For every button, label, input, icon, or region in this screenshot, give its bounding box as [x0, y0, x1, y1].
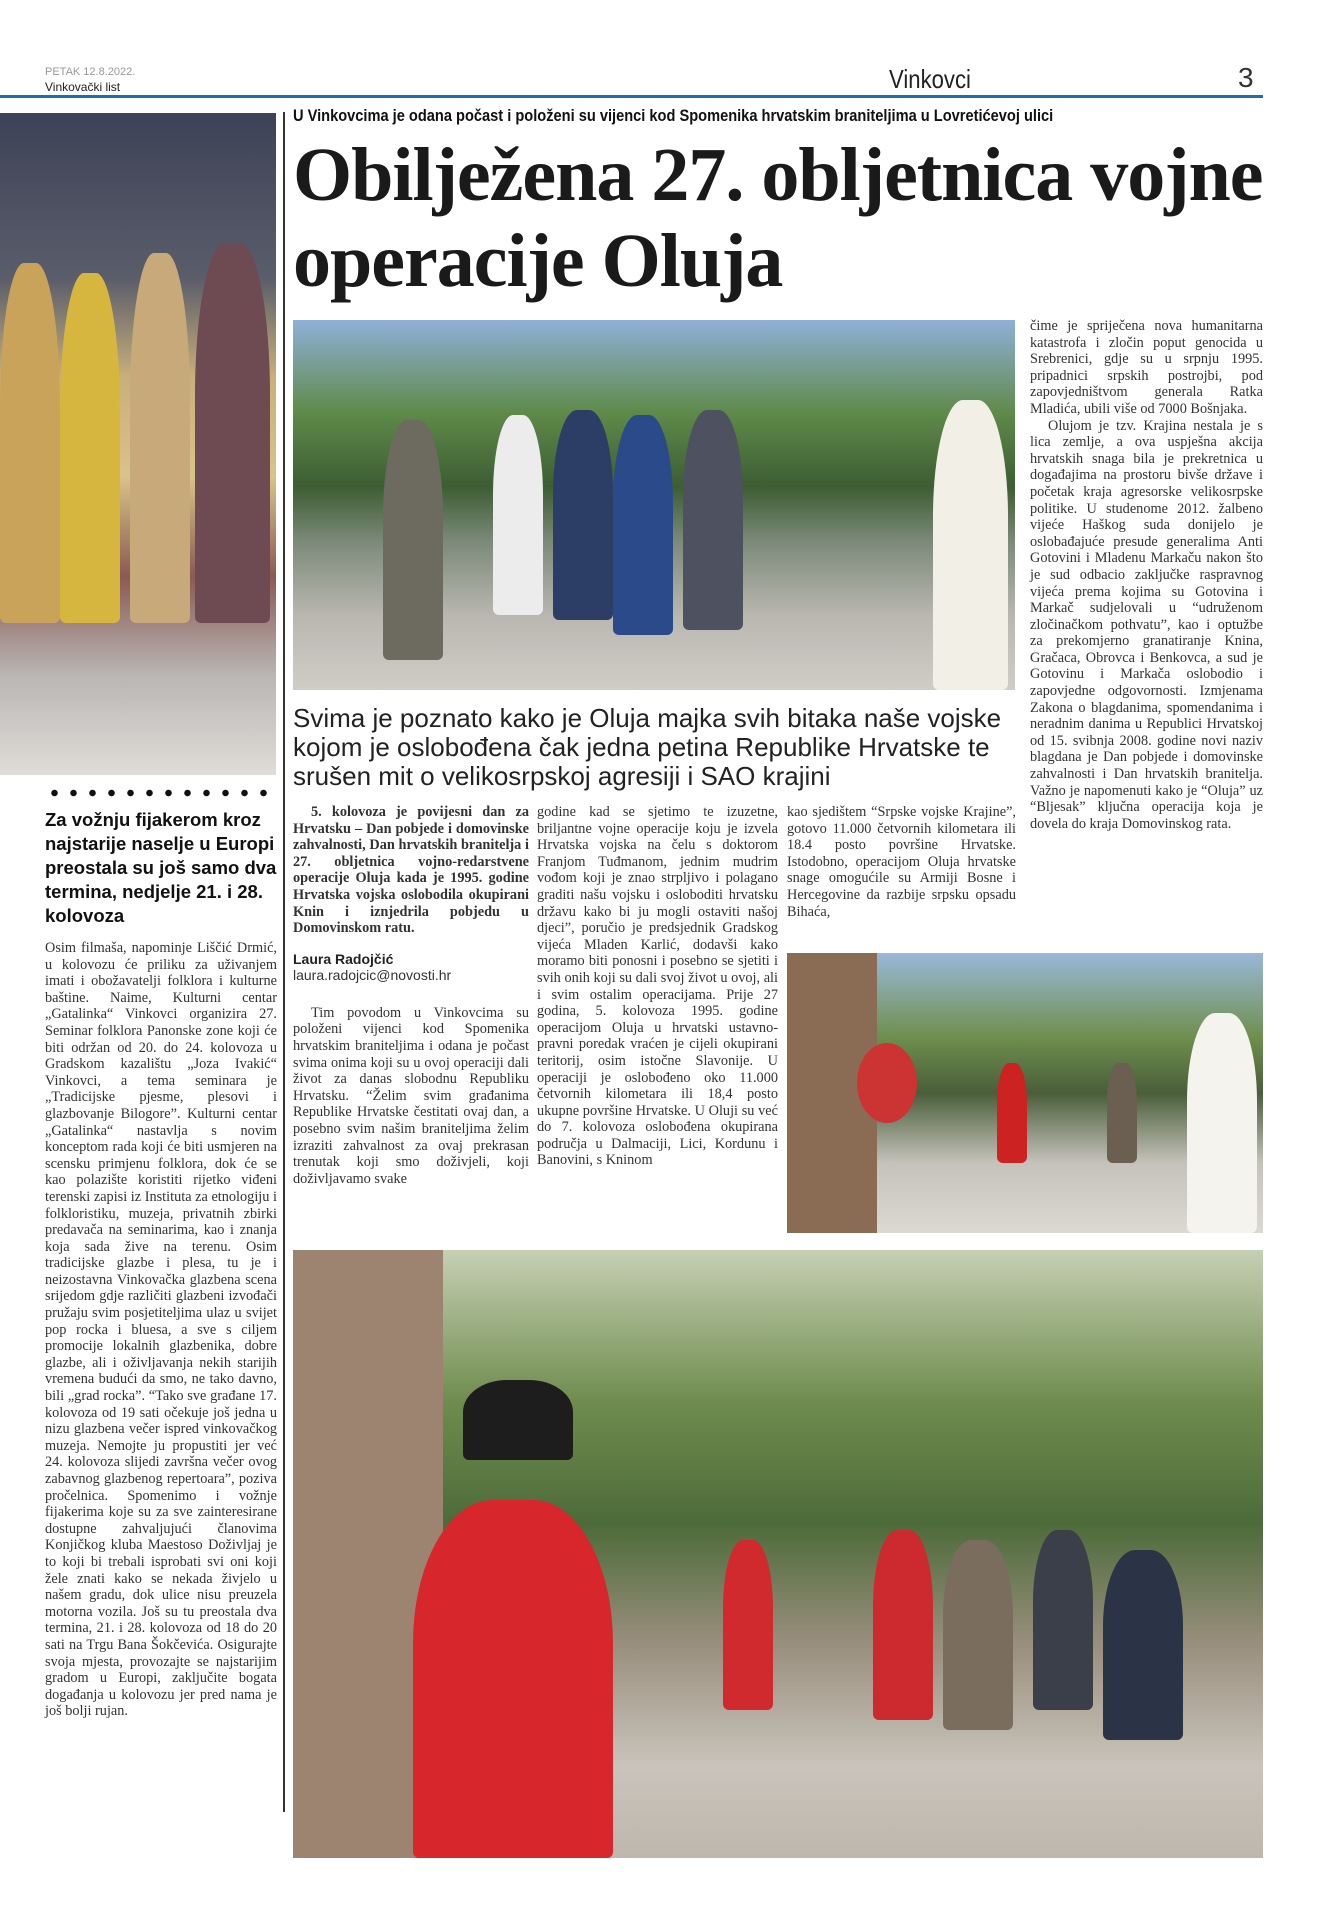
article-column-4	[1030, 318, 1263, 832]
article-body-1: Tim povodom u Vinkovcima su položeni vijenci kod Spomenika hrvatskim braniteljima i odana je počast svima onima koji su u ovoj operaciji dali život za danas slobodnu Republiku Hrvatsku. “Želim svim građanima Republike Hrvatske čestitati ovaj dan, a posebno svim našim braniteljima želim izraziti zahvalnost za ovaj prekrasan trenutak koji smo doživjeli, koji doživljavamo svake	[293, 1004, 529, 1187]
article-lead: 5. kolovoza je povijesni dan za Hrvatsku – Dan pobjede i domovinske zahvalnosti, Dan hrvatskih branitelja i 27. obljetnica vojno-redarstvene operacije Oluja kada je 1995. godine Hrvatska vojska oslobodila okupirani Knin i iznjedrila pobjedu u Domovinskom ratu.	[293, 804, 529, 937]
article-title: Obilježena 27. obljetnica vojne operacije Oluja	[293, 133, 1263, 303]
column-divider	[283, 112, 285, 1812]
article-deck: Svima je poznato kako je Oluja majka svih bitaka naše vojske kojom je oslobođena čak jedna petina Republike Hrvatske te srušen mit o velikosrpskoj agresiji i SAO krajini	[293, 703, 1002, 791]
header-rule	[0, 95, 1263, 98]
monument-wreath-photo	[787, 953, 1263, 1233]
newspaper-name: Vinkovački list	[45, 80, 121, 94]
article-body-4b: Olujom je tzv. Krajina nestala je s lica zemlje, a ova uspješna akcija hrvatskih snaga bila je prekretnica u događajima na prostoru bivše države i početak kraja agresorske velikosrpske politike. U studenome 2012. žalbeno vijeće Haškog suda donijelo je oslobađajuće presude generalima Anti Gotovini i Mladenu Markaču nakon što je sud odbacio zaključke raspravnog vijeća prema kojima su Gotovina i Markač sudjelovali u “udruženom zločinačkom pothvatu”, kao i optužbe za prekomjerno granatiranje Knina, Gračaca, Obrovca i Benkovca, a sud je Gotovinu i Markača oslobodio i zapovjedne odgovornosti. Izmjenama Zakona o blagdanima, spomendanima i neradnim danima u Republici Hrvatskoj od 15. svibnja 2008. godine novi naziv blagdana je Dan pobjede i domovinske zahvalnosti i Dan hrvatskih branitelja. Važno je napomenuti kako je “Oluja” uz “Bljesak” ključna operacija koja je dovela do kraja Domovinskog rata.	[1030, 417, 1263, 832]
page-number: 3	[1238, 62, 1254, 93]
sidebar-body: Osim filmaša, napominje Liščić Drmić, u kolovozu će priliku za uživanjem imati i obožavatelji folklora i kulturne baštine. Naime, Kulturni centar „Gatalinka“ Vinkovci organizira 27. Seminar folklora Panonske zone koji će biti održan od 20. do 24. kolovoza u Gradskom kazalištu „Joza Ivakić“ Vinkovci, a tema seminara je „Tradicijske pjesme, plesovi i glazbovanje Bilogore”. Kulturni centar „Gatalinka“ nastavlja s novim konceptom rada koji će biti usmjeren na scensku primjenu folklora, dok će se kao polazište koristiti rijetko viđeni terenski zapisi iz Instituta za etnologiju i folkloristiku, muzeja, privatnih zbirki predavača na seminarima, kao i znanja koja sada žive na terenu. Osim tradicijske glazbe i plesa, tu je i neizostavna Vinkovačka glazbena scena srijedom gdje različiti glazbeni izvođači pružaju svim posjetiteljima ulaz u svijet pop rocka i bluesa, a sve s ciljem promocije lokalnih glazbenika, dobre glazbe, ali i oživljavanja nekih starijih vremena budući da smo, ne tako davno, bili „grad rocka”. “Tako sve građane 17. kolovoza od 19 sati očekuje još jedna u nizu glazbena večer ispred vinkovačkog muzeja. Nemojte ju propustiti jer već 24. kolovoza slijedi završna večer ovog zabavnog glazbenog repertoara”, poziva pročelnica. Spomenimo i vožnje fijakerima koje su za sve zainteresirane dostupne zahvaljujući članovima Konjičkog kluba Maestoso Doživljaj je to koji bi trebali isprobati svi oni koji žele znati kako se nekada živjelo u našem gradu, dok ulice nisu preuzela motorna vozila. Još su tu preostala dva termina, 21. i 28. kolovoza od 18 do 20 sati na Trgu Bana Šokčevića. Osigurajte svoja mjesta, provozajte se najstarijim gradom u Europi, zaključite bogata događanja u kolovozu jer pred nama je još bolji rujan.	[45, 940, 277, 1720]
honor-guard-photo	[293, 1250, 1263, 1858]
sidebar-heading: Za vožnju fijakerom kroz najstarije naselje u Europi preostala su još samo dva termina, nedjelje 21. i 28. kolovoza	[45, 809, 277, 926]
author-name: Laura Radojčić	[293, 950, 394, 967]
ceremony-photo	[293, 320, 1015, 690]
author-email[interactable]: laura.radojcic@novosti.hr	[293, 966, 452, 983]
article-body-2: godine kad se sjetimo te izuzetne, briljantne vojne operacije koju je izvela Hrvatska vojska na čelu s doktorom Franjom Tuđmanom, jednim mudrim vođom koji je znao strpljivo i polagano graditi našu vojsku i osloboditi hrvatsku državu kako bi ju mogli ostaviti našoj djeci”, poručio je predsjednik Gradskog vijeća Mladen Karlić, dodavši kako moramo biti ponosni i posebno se sjetiti i svih onih koji su dali svoj život u ovoj, ali i svim ostalim operacijama. Prije 27 godina, 5. kolovoza 1995. godine operacijom Oluja u hrvatski ustavno-pravni poredak vraćen je cijeli okupirani teritorij, osim istočne Slavonije. U operaciji je oslobođeno oko 11.000 četvornih kilometara ili 18,4 posto ukupne površine Hrvatske. U Oluji su već do 7. kolovoza oslobođena okupirana područja u Dalmaciji, Lici, Kordunu i Banovini, s Kninom	[537, 804, 778, 1169]
article-kicker: U Vinkovcima je odana počast i položeni su vijenci kod Spomenika hrvatskim braniteljima u Lovretićevoj ulici	[293, 106, 1054, 125]
folklore-dancers-photo	[0, 113, 276, 775]
section-name: Vinkovci	[889, 64, 971, 94]
issue-date: PETAK 12.8.2022.	[45, 66, 136, 78]
article-column-1	[293, 804, 529, 1187]
article-body-3: kao sjedištem “Srpske vojske Krajine”, gotovo 11.000 četvornih kilometara ili 18.4 posto površine Hrvatske. Istodobno, operacijom Oluja hrvatske snage omogućile su Armiji Bosne i Hercegovine da razbije srpsku opsadu Bihaća,	[787, 804, 1016, 920]
article-body-4a: čime je spriječena nova humanitarna katastrofa i zločin poput genocida u Srebrenici, gdje su u srpnju 1995. pripadnici srpskih postrojbi, pod zapovjedništvom generala Ratka Mladića, ubili više od 7000 Bošnjaka.	[1030, 318, 1263, 417]
dotted-separator	[45, 788, 275, 798]
